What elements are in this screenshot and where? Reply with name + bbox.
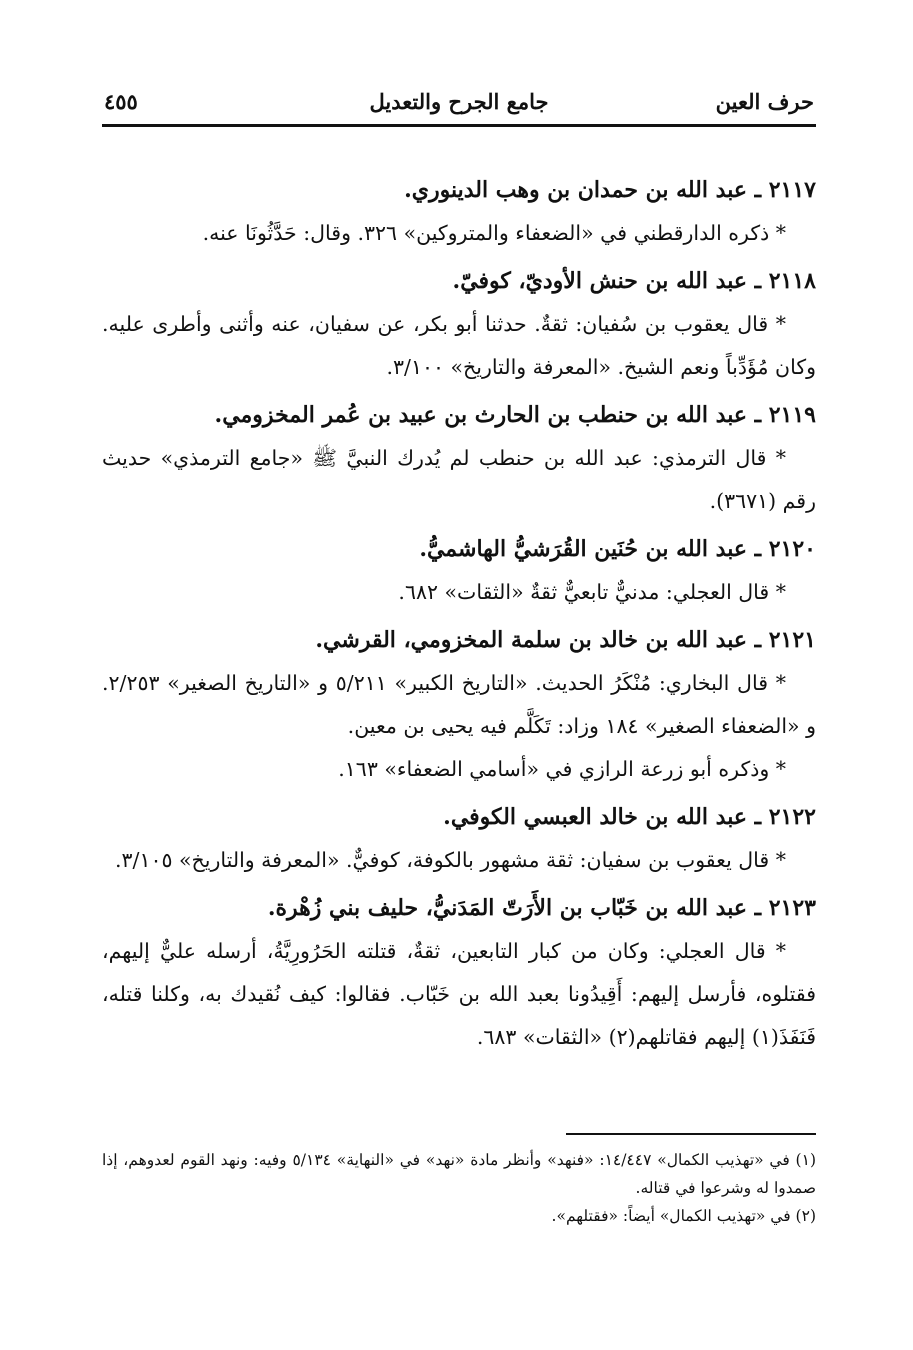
entry-title: ٢١١٧ ـ عبد الله بن حمدان بن وهب الدينوري. <box>404 177 816 203</box>
entry-title: ٢١٢١ ـ عبد الله بن خالد بن سلمة المخزومي، القرشي. <box>315 627 816 653</box>
entry-title: ٢١٢٣ ـ عبد الله بن خَبّاب بن الأَرَتّ المَدَنيُّ، حليف بني زُهْرة. <box>267 895 816 921</box>
entry-title: ٢١٢٠ ـ عبد الله بن حُنَين القُرَشيُّ الهاشميُّ. <box>419 536 816 562</box>
footnote: (٢) في «تهذيب الكمال» أيضاً: «فقتلهم». <box>551 1207 816 1225</box>
header-rule <box>102 124 816 127</box>
book-title: جامع الجرح والتعديل <box>369 88 549 114</box>
footnotes <box>102 1146 816 1230</box>
running-header <box>104 84 814 118</box>
entry-title: ٢١١٩ ـ عبد الله بن حنطب بن الحارث بن عبيد بن عُمر المخزومي. <box>214 402 816 428</box>
footnote: (١) في «تهذيب الكمال» ١٤/٤٤٧: «فنهد» وأنظر مادة «نهد» في «النهاية» ٥/١٣٤ وفيه: ونهد القوم لعدوهم، إذا صمدوا له وشرعوا في قتاله. <box>102 1151 816 1197</box>
entry-text: * قال يعقوب بن سُفيان: ثقةٌ. حدثنا أبو بكر، عن سفيان، عنه وأثنى وأطرى عليه. وكان مُؤَدِّباً ونعم الشيخ. «المعرفة والتاريخ» ٣/١٠٠. <box>102 312 816 379</box>
page-number: ٤٥٥ <box>104 88 138 114</box>
chapter-title: حرف العين <box>715 88 814 114</box>
entry-text: * ذكره الدارقطني في «الضعفاء والمتروكين» ٣٢٦. وقال: حَدَّثُونَا عنه. <box>202 221 786 245</box>
entry-title: ٢١١٨ ـ عبد الله بن حنش الأوديّ، كوفيّ. <box>452 268 816 294</box>
entry-text: * قال يعقوب بن سفيان: ثقة مشهور بالكوفة، كوفيٌّ. «المعرفة والتاريخ» ٣/١٠٥. <box>115 848 786 872</box>
entry-text: * قال البخاري: مُنْكَرُ الحديث. «التاريخ الكبير» ٥/٢١١ و «التاريخ الصغير» ٢/٢٥٣. و «الضعفاء الصغير» ١٨٤ وزاد: تَكَلَّم فيه يحيى بن معين. <box>102 671 816 738</box>
entry-title: ٢١٢٢ ـ عبد الله بن خالد العبسي الكوفي. <box>443 804 816 830</box>
entry-text: * قال العجلي: وكان من كبار التابعين، ثقةٌ، قتلته الحَرُورِيَّةُ، أرسله عليٌّ إليهم، فقتلوه، فأرسل إليهم: أَقِيدُونا بعبد الله بن خَبّاب. فقالوا: كيف نُقيدك به، وكلنا قتله، فَنَفَذَ(١) إليهم فقاتلهم(٢) «الثقات» ٦٨٣. <box>102 939 816 1049</box>
page-body <box>102 168 816 1059</box>
footnote-rule <box>566 1133 816 1135</box>
entry-text: * وذكره أبو زرعة الرازي في «أسامي الضعفاء» ١٦٣. <box>338 757 786 781</box>
entry-text: * قال العجلي: مدنيٌّ تابعيٌّ ثقةٌ «الثقات» ٦٨٢. <box>398 580 786 604</box>
entry-text: * قال الترمذي: عبد الله بن حنطب لم يُدرك النبيَّ ﷺ «جامع الترمذي» حديث رقم (٣٦٧١). <box>102 446 816 513</box>
